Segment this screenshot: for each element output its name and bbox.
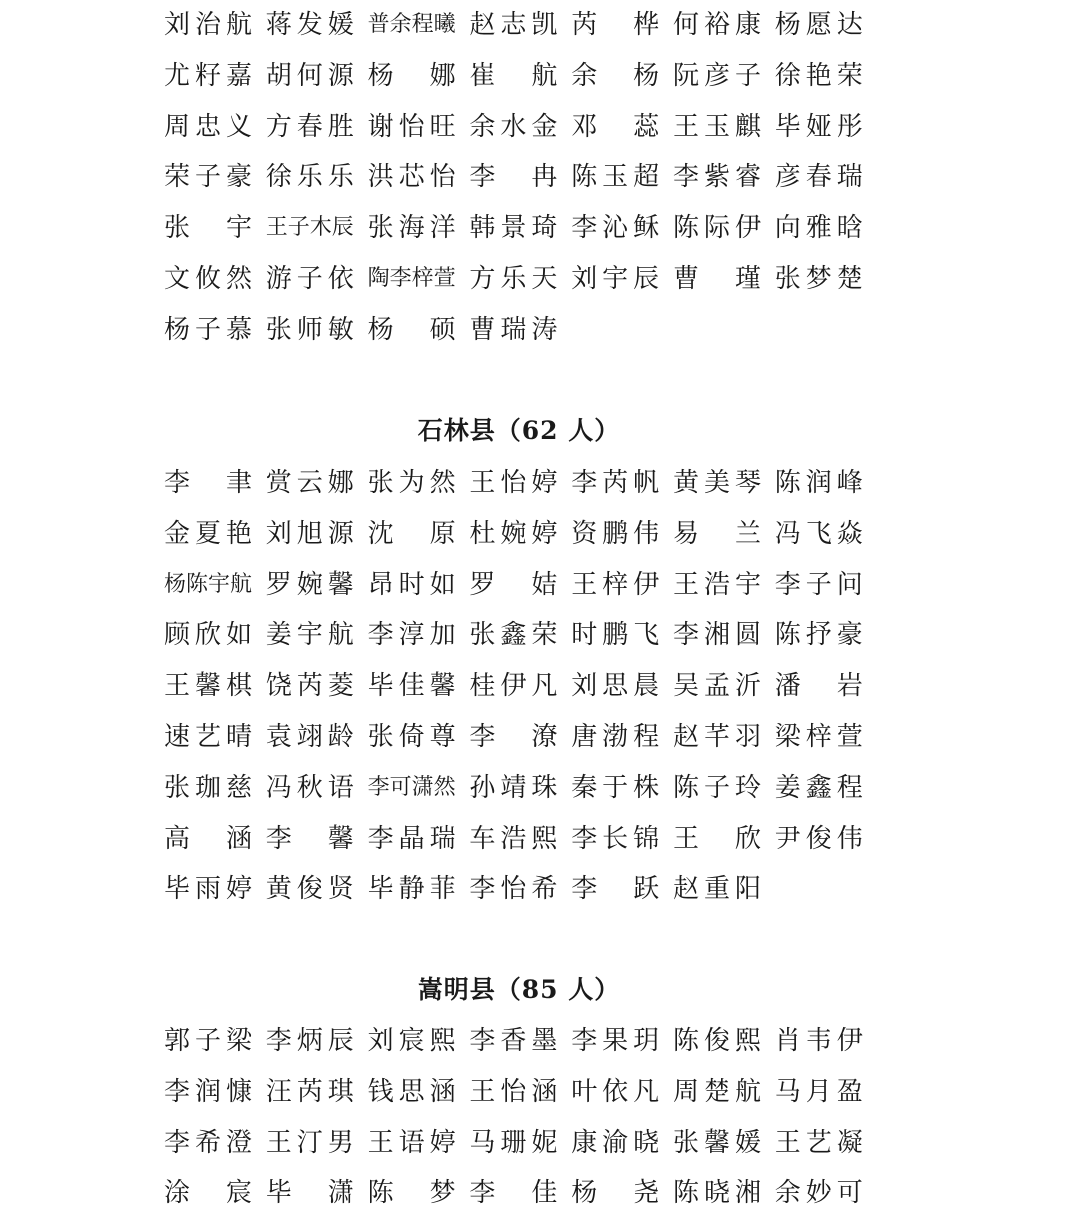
person-name: 李 希 澄 [164,1127,252,1158]
person-name: 杨陈宇航 [164,571,252,597]
person-name: 黄 俊 贤 [265,874,354,905]
person-name: 李可潇然 [367,774,456,800]
person-name: 芮 桦 [571,10,660,40]
person-name: 王 艺 凝 [774,1127,863,1158]
person-name: 时 鹏 飞 [571,620,660,651]
person-name: 王 欣 [673,823,761,854]
person-name: 崔 航 [469,60,558,91]
person-name: 毕 雨 婷 [164,874,252,905]
person-name: 游 子 依 [265,264,354,294]
person-name: 郭 子 梁 [164,1026,252,1056]
person-name: 李 聿 [164,468,252,498]
person-name: 徐 艳 荣 [774,60,863,91]
person-name: 王 语 婷 [367,1127,456,1158]
person-name: 陈 抒 豪 [774,620,863,651]
person-name: 李 佳 [469,1178,558,1209]
person-name: 张 宇 [164,213,252,244]
person-name: 沈 原 [367,518,456,549]
person-name: 陈 润 峰 [774,468,863,498]
person-name: 曹 瑞 涛 [469,314,558,345]
person-name: 王 怡 涵 [469,1076,558,1107]
person-name: 徐 乐 乐 [265,162,354,193]
person-name: 钱 思 涵 [367,1076,456,1107]
person-name: 李 淳 加 [367,620,456,651]
person-name: 周 忠 义 [164,111,252,142]
person-name: 桂 伊 凡 [469,671,558,702]
person-name: 胡 何 源 [265,60,354,91]
person-name: 陈 子 玲 [673,772,761,803]
person-name: 刘 宸 熙 [367,1026,456,1056]
person-name: 王 怡 婷 [469,468,558,498]
person-name: 李 馨 [265,823,354,854]
person-name: 张 师 敏 [265,314,354,345]
person-name: 易 兰 [673,518,761,549]
person-name: 李 跃 [571,874,660,905]
person-name: 张 倚 尊 [367,722,456,752]
person-name: 王 汀 男 [265,1127,354,1158]
county-heading: 嵩明县（85 人） [417,975,621,1004]
person-name: 康 渝 晓 [571,1127,660,1158]
person-name: 张 海 洋 [367,213,456,244]
person-name: 冯 飞 焱 [774,518,863,549]
person-name: 刘 旭 源 [265,518,354,549]
person-name: 尹 俊 伟 [774,823,863,854]
person-name: 余 杨 [571,60,660,91]
person-name: 孙 靖 珠 [469,772,558,803]
person-name: 王子木辰 [265,215,354,241]
name-row [164,1021,884,1061]
person-name: 马 月 盈 [774,1076,863,1107]
person-name: 李 芮 帆 [571,468,660,498]
person-name: 张 馨 媛 [673,1127,761,1158]
person-name: 潘 岩 [774,671,863,702]
person-name: 车 浩 熙 [469,823,558,854]
person-name: 杨 娜 [367,60,456,91]
person-name: 李 晶 瑞 [367,823,456,854]
person-name: 李 湘 圆 [673,620,761,651]
person-name: 汪 芮 琪 [265,1076,354,1107]
person-name: 谢 怡 旺 [367,111,456,142]
name-row [164,1173,884,1213]
person-name: 张 珈 慈 [164,772,252,803]
person-name: 姜 鑫 程 [774,772,863,803]
person-name: 何 裕 康 [673,10,761,40]
person-name: 曹 瑾 [673,264,761,294]
person-name: 李 怡 希 [469,874,558,905]
person-name: 李 潦 [469,722,558,752]
person-name: 文 攸 然 [164,264,252,294]
name-row [164,1123,884,1163]
person-name: 罗 姞 [469,569,558,600]
person-name: 毕 佳 馨 [367,671,456,702]
person-name: 普余程曦 [367,12,456,37]
person-name: 王 浩 宇 [673,569,761,600]
person-name: 速 艺 晴 [164,722,252,752]
person-name: 陈 玉 超 [571,162,660,193]
person-name: 肖 韦 伊 [774,1026,863,1056]
person-name: 秦 于 株 [571,772,660,803]
person-name: 李 子 问 [774,569,863,600]
person-name: 刘 宇 辰 [571,264,660,294]
person-name: 李 炳 辰 [265,1026,354,1056]
county-section [164,0,884,1218]
person-name: 毕 静 菲 [367,874,456,905]
person-name: 冯 秋 语 [265,772,354,803]
person-name: 张 鑫 荣 [469,620,558,651]
person-name: 饶 芮 菱 [265,671,354,702]
county-heading: 石林县（62 人） [417,416,621,445]
person-name: 金 夏 艳 [164,518,252,549]
person-name: 李 冉 [469,162,558,193]
person-name: 李 果 玥 [571,1026,660,1056]
person-name: 马 珊 妮 [469,1127,558,1158]
person-name: 赵 志 凯 [469,10,558,40]
person-name: 韩 景 琦 [469,213,558,244]
person-name: 杨 硕 [367,314,456,345]
person-name: 梁 梓 萱 [774,722,863,752]
person-name: 杨 子 慕 [164,314,252,345]
person-name: 杨 愿 达 [774,10,863,40]
person-name: 王 馨 棋 [164,671,252,702]
person-name: 陈 际 伊 [673,213,761,244]
person-name: 赏 云 娜 [265,468,354,498]
person-name: 方 乐 天 [469,264,558,294]
person-name: 罗 婉 馨 [265,569,354,600]
person-name: 袁 翊 龄 [265,722,354,752]
person-name: 李 长 锦 [571,823,660,854]
person-name: 昂 时 如 [367,569,456,600]
person-name: 叶 依 凡 [571,1076,660,1107]
person-name: 唐 渤 程 [571,722,660,752]
person-name: 向 雅 晗 [774,213,863,244]
person-name: 王 梓 伊 [571,569,660,600]
person-name: 杜 婉 婷 [469,518,558,549]
person-name: 高 涵 [164,823,252,854]
person-name: 张 为 然 [367,468,456,498]
person-name: 毕 潇 [265,1178,354,1209]
person-name: 刘 思 晨 [571,671,660,702]
person-name: 杨 尧 [571,1178,660,1209]
person-name: 涂 宸 [164,1178,252,1209]
person-name: 尤 籽 嘉 [164,60,252,91]
person-name: 李 润 慷 [164,1076,252,1107]
person-name: 资 鹏 伟 [571,518,660,549]
person-name: 陈 俊 熙 [673,1026,761,1056]
person-name: 蒋 发 媛 [265,10,354,40]
person-name: 吴 孟 沂 [673,671,761,702]
person-name: 李 紫 睿 [673,162,761,193]
person-name: 彦 春 瑞 [774,162,863,193]
person-name: 张 梦 楚 [774,264,863,294]
person-name: 周 楚 航 [673,1076,761,1107]
person-name: 余 水 金 [469,111,558,142]
person-name: 陶李梓萱 [367,266,456,291]
person-name: 邓 蕊 [571,111,660,142]
person-name: 赵 芊 羽 [673,722,761,752]
person-name: 姜 宇 航 [265,620,354,651]
person-name: 顾 欣 如 [164,620,252,651]
person-name: 毕 娅 彤 [774,111,863,142]
person-name: 余 妙 可 [774,1178,863,1209]
person-name: 陈 梦 [367,1178,456,1209]
person-name: 王 玉 麒 [673,111,761,142]
person-name: 陈 晓 湘 [673,1178,761,1209]
person-name: 荣 子 豪 [164,162,252,193]
person-name: 黄 美 琴 [673,468,761,498]
person-name: 方 春 胜 [265,111,354,142]
person-name: 洪 芯 怡 [367,162,456,193]
person-name: 赵 重 阳 [673,874,761,905]
person-name: 李 沁 稣 [571,213,660,244]
person-name: 阮 彦 子 [673,60,761,91]
name-row [164,1072,884,1112]
person-name: 李 香 墨 [469,1026,558,1056]
person-name: 刘 治 航 [164,10,252,40]
